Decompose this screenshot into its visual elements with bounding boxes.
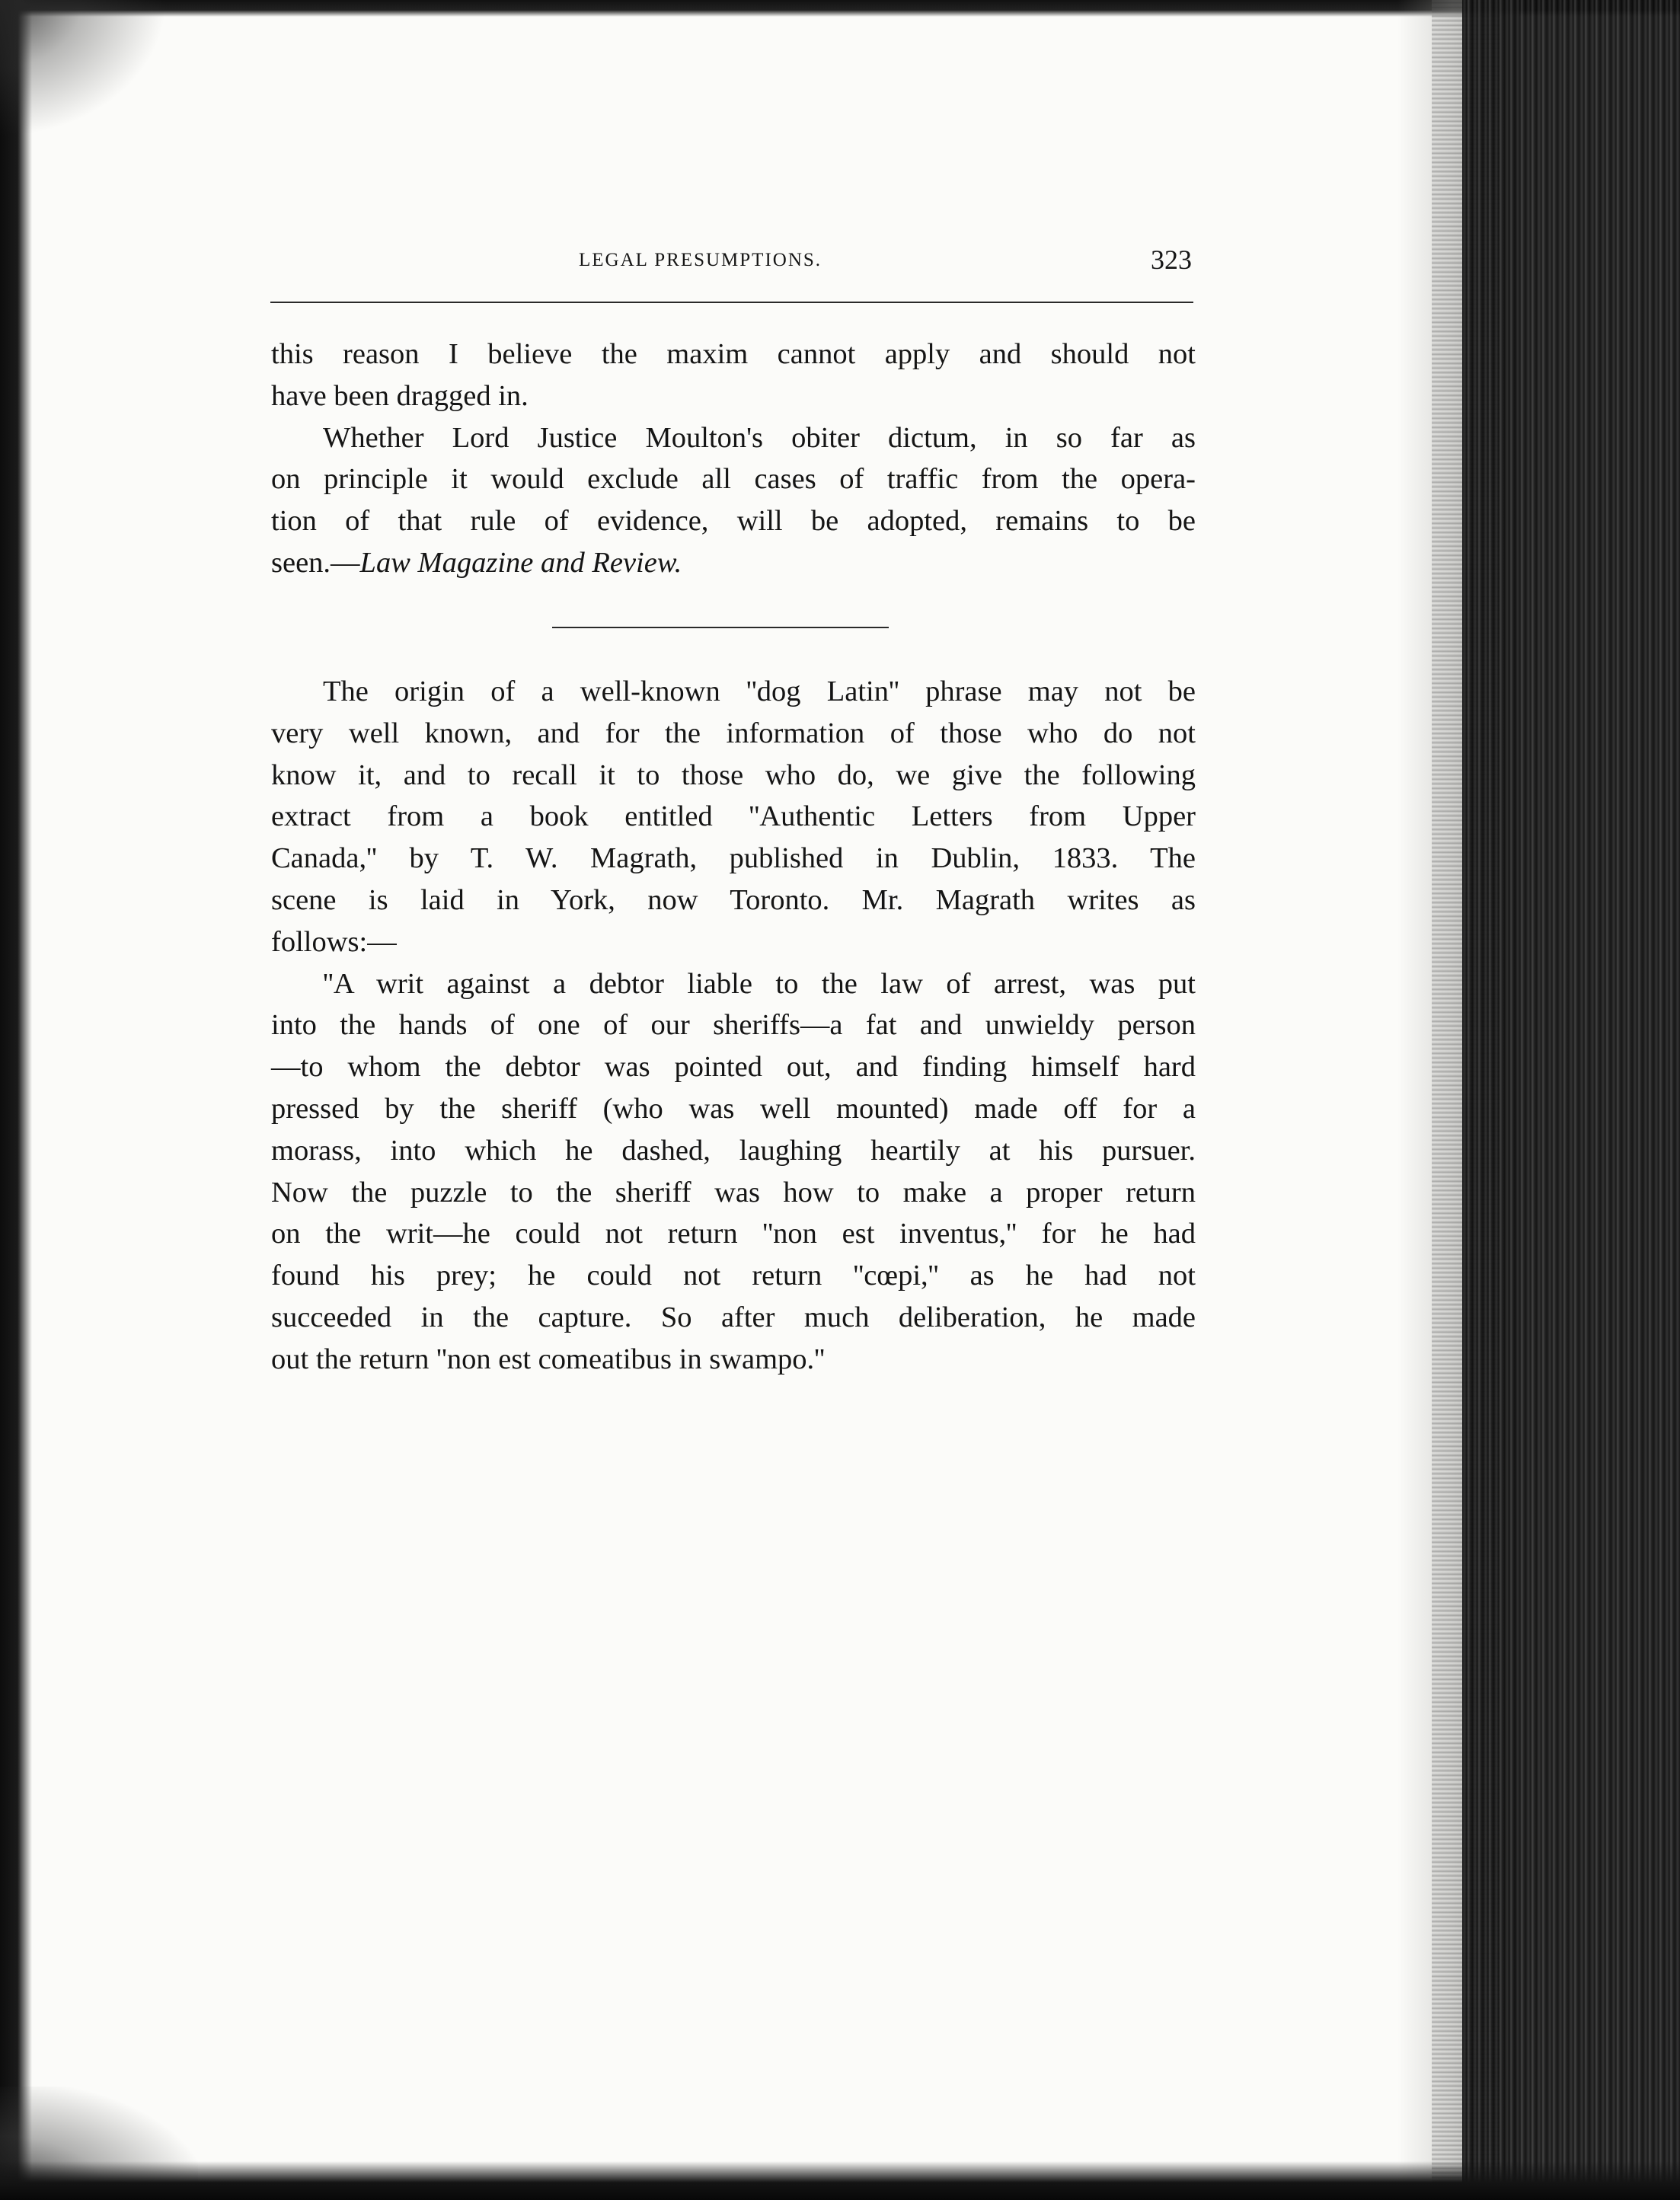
text-line: Whether Lord Justice Moulton's obiter dictum, in so far as [323,421,1196,454]
section-1-text [271,334,1196,584]
page-number: 323 [1151,244,1192,275]
text-line: Canada,'' by T. W. Magrath, published in Dublin, 1833. The [271,842,1196,875]
text-line: extract from a book entitled ''Authentic Letters from Upper [271,800,1196,833]
running-title: LEGAL PRESUMPTIONS. [579,250,822,270]
scan-right-edge [1462,0,1680,2200]
header-rule [270,302,1193,303]
text-line: pressed by the sheriff (who was well mounted) made off for a [271,1092,1196,1125]
text-line: Now the puzzle to the sheriff was how to make a proper return [271,1176,1196,1209]
section-divider [552,627,889,628]
text-line: The origin of a well-known ''dog Latin'' phrase may not be [323,675,1196,707]
citation-source: Law Magazine and Review. [359,546,682,579]
section-2-text [271,671,1196,1381]
text-line-citation [271,542,1196,584]
text-line: on principle it would exclude all cases of traffic from the opera- [271,463,1196,496]
text-line: tion of that rule of evidence, will be adopted, remains to be [271,505,1196,538]
running-head [270,245,1192,283]
text-line: into the hands of one of our sheriffs—a fat and unwieldy person [271,1009,1196,1042]
text-line: morass, into which he dashed, laughing heartily at his pursuer. [271,1134,1196,1167]
scan-left-edge [0,0,32,2200]
text-line: know it, and to recall it to those who do, we give the following [271,758,1196,791]
text-line: out the return ''non est comeatibus in swampo.'' [271,1343,826,1375]
text-line: follows:— [271,925,397,958]
text-line: ''A writ against a debtor liable to the law of arrest, was put [323,967,1196,1000]
text-line: have been dragged in. [271,379,529,412]
text-line: scene is laid in York, now Toronto. Mr. Magrath writes as [271,883,1196,916]
text-line: found his prey; he could not return ''cœpi,'' as he had not [271,1260,1196,1292]
scan-bottom-edge [0,2161,1680,2200]
text-line: succeeded in the capture. So after much deliberation, he made [271,1301,1196,1333]
text-line: this reason I believe the maxim cannot apply and should not [271,338,1196,370]
text-line: on the writ—he could not return ''non est inventus,'' for he had [271,1218,1196,1250]
scan-corner-shadow [0,0,168,137]
text-line: very well known, and for the information of those who do not [271,717,1196,749]
citation-prefix: seen.— [271,546,360,579]
text-line: —to whom the debtor was pointed out, and finding himself hard [271,1051,1196,1084]
